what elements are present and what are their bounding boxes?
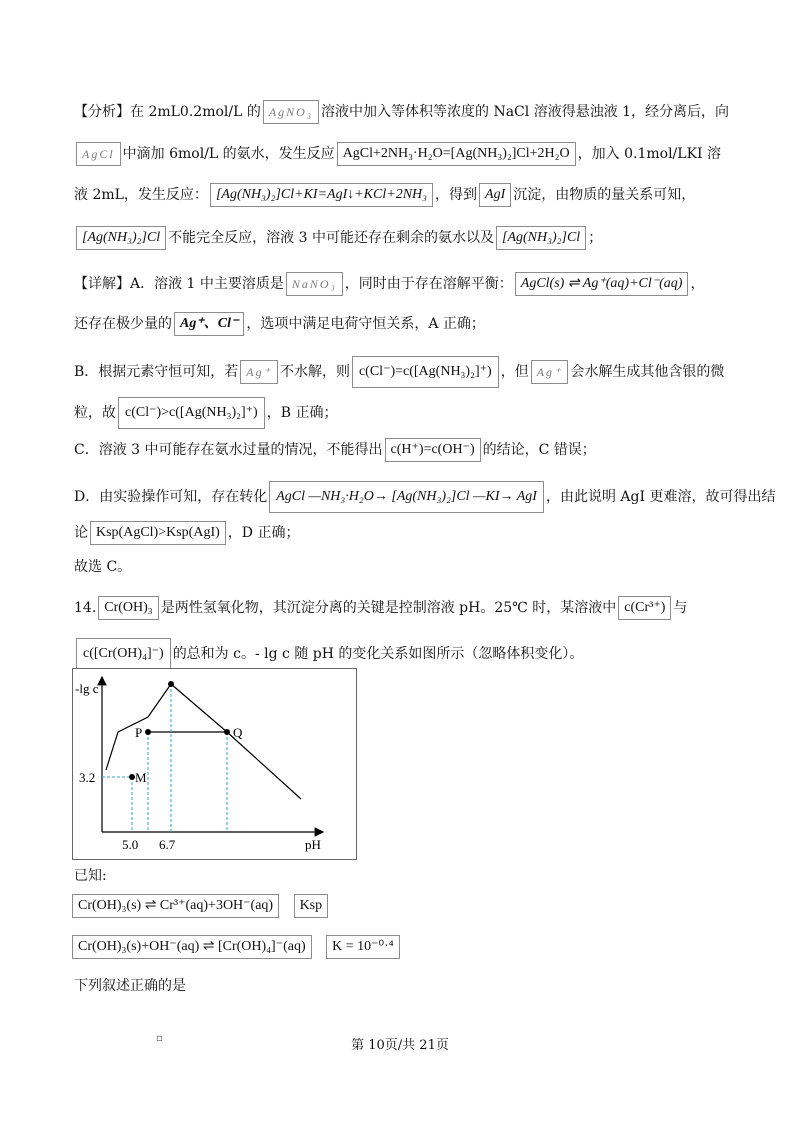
chart-frame xyxy=(72,668,357,860)
text: 还存在极少量的 xyxy=(74,316,172,332)
x-axis-label: pH xyxy=(305,837,321,852)
label-q: Q xyxy=(233,725,243,740)
page-footer: 第 10页/共 21页 xyxy=(351,1038,449,1053)
text: ，但 xyxy=(500,364,529,380)
text: 中滴加 6mol/L 的氨水，发生反应 xyxy=(122,146,335,162)
text: ，由此说明 AgI 更难溶，故可得出结 xyxy=(545,489,776,505)
detail-line-a2 xyxy=(74,312,485,336)
detail-line-b2 xyxy=(74,397,337,429)
equation-box: c(H⁺)=c(OH⁻) xyxy=(385,438,481,462)
formula-box: AgI xyxy=(479,183,511,207)
equation-box: c(Cl⁻)=c([Ag(NH₃)₂]⁺) xyxy=(352,356,499,388)
equation-box: c(Cl⁻)>c([Ag(NH₃)₂]⁺) xyxy=(118,397,265,429)
point-peak xyxy=(168,681,174,687)
text: ， xyxy=(690,276,705,292)
text: ，B 正确； xyxy=(266,405,338,421)
formula-box: [Ag(NH₃)₂]Cl xyxy=(76,226,166,250)
known-eq-2 xyxy=(72,935,402,959)
x-tick-5-0: 5.0 xyxy=(122,837,139,852)
y-tick-3-2: 3.2 xyxy=(79,770,96,785)
x-tick-6-7: 6.7 xyxy=(159,837,176,852)
detail-line-b1 xyxy=(74,356,724,388)
y-axis-label: -lg c xyxy=(75,681,99,696)
text: ，同时由于存在溶解平衡： xyxy=(344,276,513,292)
text: 的结论，C 错误； xyxy=(482,442,596,458)
question-prompt: 下列叙述正确的是 xyxy=(74,978,186,994)
point-q xyxy=(224,729,230,735)
label-p: P xyxy=(135,725,143,740)
ksp-box: Ksp xyxy=(294,894,329,918)
formula-box: c([Cr(OH)₄]⁻) xyxy=(76,638,171,670)
equation-box: Cr(OH)₃(s) ⇌ Cr³⁺(aq)+3OH⁻(aq) xyxy=(72,894,279,918)
analysis-line-3 xyxy=(74,183,695,207)
equation-box: [Ag(NH₃)₂]Cl+KI=AgI↓+KCl+2NH₃ xyxy=(210,183,433,207)
conclusion: 故选 C。 xyxy=(74,559,132,575)
text: ； xyxy=(588,230,603,246)
question-number: 14. xyxy=(74,600,97,616)
small-square-mark: ▫ xyxy=(156,1033,163,1044)
equation-box: AgCl —NH₃·H₂O→ [Ag(NH₃)₂]Cl —KI→ AgI xyxy=(269,481,544,513)
known-label: 已知: xyxy=(74,868,107,884)
detail-line-c xyxy=(74,438,596,462)
label-m: M xyxy=(135,770,147,785)
point-p xyxy=(145,729,151,735)
text: 【详解】A．溶液 1 中主要溶质是 xyxy=(74,276,284,292)
equation-box: Ksp(AgCl)>Ksp(AgI) xyxy=(90,521,226,545)
text: 【分析】在 2mL0.2mol/L 的 xyxy=(74,104,261,120)
text: 的总和为 c。- lg c 随 pH 的变化关系如图所示（忽略体积变化）。 xyxy=(172,646,584,662)
text: 会水解生成其他含银的微 xyxy=(570,364,725,380)
equation-box: AgCl(s) ⇌ Ag⁺(aq)+Cl⁻(aq) xyxy=(515,272,689,296)
analysis-line-1 xyxy=(74,100,729,124)
text: 与 xyxy=(673,600,688,616)
detail-line-a1 xyxy=(74,272,704,296)
known-eq-1 xyxy=(72,894,330,918)
equation-box: Cr(OH)₃(s)+OH⁻(aq) ⇌ [Cr(OH)₄]⁻(aq) xyxy=(72,935,312,959)
text: C．溶液 3 中可能存在氨水过量的情况，不能得出 xyxy=(74,442,383,458)
formula-box: [Ag(NH₃)₂]Cl xyxy=(496,226,586,250)
text: B．根据元素守恒可知，若 xyxy=(74,364,239,380)
text: 论 xyxy=(74,525,88,541)
text: 液 2mL，发生反应： xyxy=(74,187,208,203)
text: ，D 正确； xyxy=(227,525,300,541)
text: 粒，故 xyxy=(74,405,116,421)
detail-line-d1 xyxy=(74,481,775,513)
q14-line-1 xyxy=(74,596,687,620)
formula-box: AgCl xyxy=(76,142,121,166)
lg-c-vs-ph-chart xyxy=(73,669,356,859)
text: 不能完全反应，溶液 3 中可能还存在剩余的氨水以及 xyxy=(168,230,494,246)
text: ，加入 0.1mol/LKI 溶 xyxy=(577,146,722,162)
text: ，得到 xyxy=(435,187,478,203)
formula-box: Cr(OH)₃ xyxy=(98,596,158,620)
text: D．由实验操作可知，存在转化 xyxy=(74,489,268,505)
formula-box: c(Cr³⁺) xyxy=(618,596,671,620)
formula-box: Ag⁺ xyxy=(531,360,569,384)
text: 不水解，则 xyxy=(279,364,350,380)
equation-box: AgCl+2NH₃·H₂O=[Ag(NH₃)₂]Cl+2H₂O xyxy=(337,142,576,166)
text: 溶液中加入等体积等浓度的 NaCl 溶液得悬浊液 1，经分离后，向 xyxy=(321,104,730,120)
formula-box: NaNO₃ xyxy=(286,272,343,296)
analysis-line-4 xyxy=(74,226,602,250)
text: ，选项中满足电荷守恒关系，A 正确； xyxy=(246,316,485,332)
analysis-line-2 xyxy=(74,142,721,166)
curve-right xyxy=(171,684,301,799)
text: 是两性氢氧化物，其沉淀分离的关键是控制溶液 pH。25℃ 时，某溶液中 xyxy=(160,600,617,616)
detail-line-d2 xyxy=(74,521,299,545)
formula-box: AgNO₃ xyxy=(263,100,319,124)
formula-box: Ag⁺ xyxy=(240,360,278,384)
formula-box: Ag⁺、Cl⁻ xyxy=(174,312,244,336)
text: 沉淀，由物质的量关系可知， xyxy=(513,187,696,203)
k-box: K = 10⁻⁰·⁴ xyxy=(326,935,400,959)
q14-line-2 xyxy=(74,638,583,670)
